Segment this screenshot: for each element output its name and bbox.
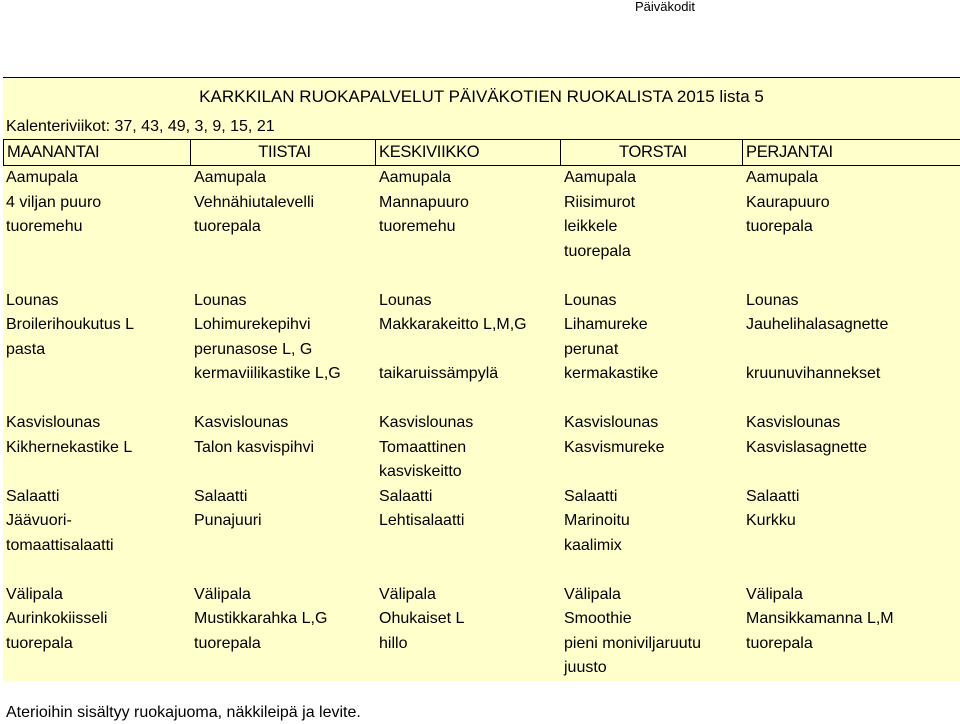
meal-heading: Lounas	[564, 291, 617, 309]
menu-item: Tomaattinen	[379, 438, 467, 456]
menu-item: 4 viljan puuro	[6, 193, 102, 211]
calendar-weeks: Kalenteriviikot: 37, 43, 49, 3, 9, 15, 21	[3, 116, 960, 140]
meal-section-aamupala	[3, 166, 960, 289]
meal-heading: Aamupala	[746, 169, 819, 186]
menu-item: Broilerihoukutus L	[6, 316, 135, 333]
menu-item	[743, 338, 960, 363]
menu-item: Smoothie	[564, 610, 632, 627]
menu-title	[3, 78, 960, 116]
menu-item: kasviskeitto	[379, 463, 462, 480]
menu-item: Riisimurot	[564, 193, 636, 211]
menu-item: kermakastike	[564, 365, 659, 382]
menu-item	[376, 338, 561, 363]
menu-item: tuorepala	[564, 242, 631, 260]
meal-section-kasvislounas	[3, 411, 960, 485]
menu-item: Lihamureke	[564, 316, 648, 333]
menu-item	[376, 240, 561, 265]
menu-item: Mustikkarahka L,G	[194, 610, 328, 627]
menu-sheet	[3, 77, 960, 681]
menu-item: Mannapuuro	[379, 193, 469, 211]
meal-heading: Välipala	[194, 585, 251, 603]
day-monday: MAANANTAI	[3, 140, 191, 166]
meal-heading: Salaatti	[379, 487, 433, 505]
menu-item	[191, 534, 376, 559]
menu-item	[3, 362, 191, 387]
menu-title-text: KARKKILAN RUOKAPALVELUT PÄIVÄKOTIEN RUOKALISTA 2015 lista 5	[199, 87, 764, 106]
menu-item	[743, 534, 960, 559]
meal-heading: Aamupala	[379, 169, 452, 186]
meal-heading: Lounas	[194, 291, 247, 309]
meal-heading: Välipala	[746, 585, 803, 603]
menu-item	[191, 656, 376, 681]
meal-heading: Aamupala	[194, 169, 267, 186]
menu-item: Punajuuri	[194, 512, 262, 529]
meal-section-valipala	[3, 583, 960, 681]
meal-heading: Kasvislounas	[746, 414, 841, 431]
meal-section-lounas	[3, 289, 960, 412]
footer-note: Aterioihin sisältyy ruokajuoma, näkkileipä ja levite.	[6, 704, 361, 721]
menu-item	[743, 240, 960, 265]
menu-item	[376, 534, 561, 559]
menu-item: perunasose L, G	[194, 340, 313, 358]
menu-item: Makkarakeitto L,M,G	[379, 316, 527, 333]
meal-heading: Välipala	[379, 585, 436, 603]
menu-item: Talon kasvispihvi	[194, 438, 315, 456]
meal-heading: Aamupala	[564, 169, 637, 186]
menu-item: kermaviilikastike L,G	[194, 365, 341, 382]
menu-item	[3, 656, 191, 681]
menu-item: Lehtisalaatti	[379, 512, 465, 529]
meal-section-salaatti	[3, 485, 960, 583]
menu-item: perunat	[564, 340, 619, 358]
menu-item: kaalimix	[564, 536, 622, 554]
menu-item: Jauhelihalasagnette	[746, 316, 889, 333]
menu-item: Vehnähiutalevelli	[194, 193, 315, 211]
day-friday: PERJANTAI	[743, 140, 960, 166]
meal-heading: Kasvislounas	[379, 414, 474, 431]
menu-item: hillo	[379, 634, 408, 652]
day-header-row	[3, 140, 960, 166]
menu-item	[743, 656, 960, 681]
menu-item: Aurinkokiisseli	[6, 610, 108, 627]
meal-heading: Salaatti	[564, 487, 618, 505]
menu-item: tuorepala	[194, 634, 261, 652]
meal-heading: Salaatti	[194, 487, 248, 505]
menu-item	[3, 240, 191, 265]
menu-item: pasta	[6, 340, 46, 358]
menu-item: kruunuvihannekset	[746, 365, 881, 382]
meal-heading: Lounas	[746, 291, 799, 309]
menu-item: tuorepala	[194, 218, 261, 235]
menu-item	[191, 460, 376, 485]
menu-item: Ohukaiset L	[379, 610, 465, 627]
menu-item: tuoremehu	[379, 218, 456, 235]
menu-item: Mansikkamanna L,M	[746, 610, 894, 627]
menu-item: Kaurapuuro	[746, 193, 830, 211]
menu-item: Kasvismureke	[564, 438, 665, 456]
day-wednesday: KESKIVIIKKO	[376, 140, 561, 166]
menu-item: tuoremehu	[6, 218, 83, 235]
menu-item	[743, 460, 960, 485]
menu-item	[376, 656, 561, 681]
page-header-label: Päiväkodit	[635, 0, 695, 14]
menu-item: tuorepala	[746, 218, 813, 235]
menu-item	[191, 240, 376, 265]
meal-heading: Välipala	[564, 585, 621, 603]
meal-heading: Välipala	[6, 585, 63, 603]
menu-item: taikaruissämpylä	[379, 365, 499, 382]
menu-item: Lohimurekepihvi	[194, 316, 311, 333]
menu-item	[561, 460, 743, 485]
menu-item: pieni moniviljaruutu	[564, 634, 701, 652]
day-thursday: TORSTAI	[561, 140, 743, 166]
menu-item: Marinoitu	[564, 512, 630, 529]
menu-item: Jäävuori-	[6, 512, 72, 529]
meal-heading: Lounas	[6, 291, 59, 309]
meal-heading: Kasvislounas	[194, 414, 289, 431]
meal-heading: Kasvislounas	[564, 414, 659, 431]
menu-item: leikkele	[564, 218, 618, 235]
menu-item	[3, 460, 191, 485]
menu-item: Kurkku	[746, 512, 796, 529]
meal-heading: Salaatti	[746, 487, 800, 505]
meal-heading: Kasvislounas	[6, 414, 101, 431]
day-tuesday: TIISTAI	[191, 140, 376, 166]
menu-item: tuorepala	[6, 634, 73, 652]
meal-heading: Salaatti	[6, 487, 60, 505]
meal-heading: Aamupala	[6, 169, 79, 186]
menu-item: juusto	[564, 659, 607, 676]
menu-item: Kikhernekastike L	[6, 438, 133, 456]
menu-item: Kasvislasagnette	[746, 438, 867, 456]
meal-heading: Lounas	[379, 291, 432, 309]
menu-item: tuorepala	[746, 634, 813, 652]
menu-item: tomaattisalaatti	[6, 536, 114, 554]
